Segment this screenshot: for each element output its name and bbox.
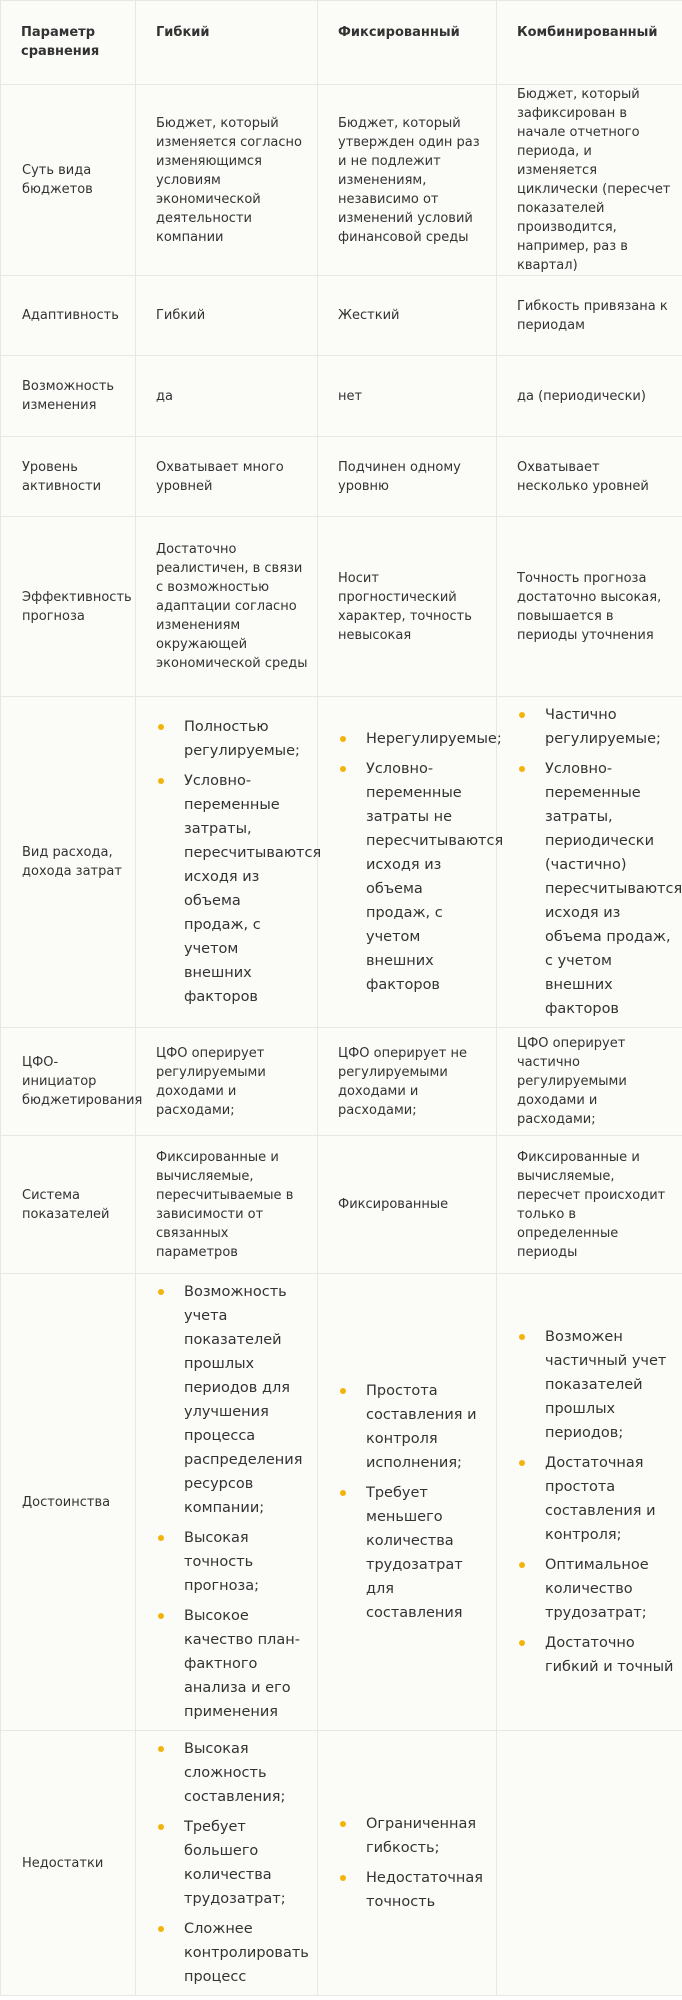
- header-cell-param: Параметр сравнения: [1, 1, 136, 85]
- bullet-dot-icon: [340, 1388, 346, 1394]
- bullet-dot-icon: [158, 724, 164, 730]
- table-row: [1, 1028, 682, 1136]
- bullet-dot-icon: [158, 778, 164, 784]
- bullet-dot-icon: [519, 712, 525, 718]
- table-row: [1, 517, 682, 697]
- bullet-list: [338, 1812, 488, 1914]
- list-item: [156, 1526, 309, 1598]
- list-item: [338, 1481, 488, 1625]
- list-item: [156, 1737, 309, 1809]
- header-cell-fixed: Фиксированный: [318, 1, 497, 85]
- table-cell: Охватывает много уровней: [136, 437, 318, 517]
- bullet-dot-icon: [519, 1562, 525, 1568]
- bullet-dot-icon: [340, 766, 346, 772]
- list-item-text: Полностью регулируемые;: [184, 719, 300, 759]
- table-cell: [318, 1731, 497, 1996]
- param-cell: Эффективность прогноза: [1, 517, 136, 697]
- list-item-text: Высокая точность прогноза;: [184, 1530, 260, 1594]
- list-item-text: Сложнее контролировать процесс: [184, 1921, 309, 1985]
- table-cell: [318, 1274, 497, 1731]
- table-row: [1, 1274, 682, 1731]
- list-item-text: Простота составления и контроля исполнения;: [366, 1383, 477, 1471]
- table-cell: Гибкий: [136, 276, 318, 356]
- list-item: [156, 1917, 309, 1989]
- bullet-dot-icon: [158, 1535, 164, 1541]
- list-item-text: Возможен частичный учет показателей прошлых периодов;: [545, 1329, 667, 1441]
- table-cell: Охватывает несколько уровней: [497, 437, 682, 517]
- table-cell: Фиксированные и вычисляемые, пересчет происходит только в определенные периоды: [497, 1136, 682, 1274]
- table-cell: Носит прогностический характер, точность невысокая: [318, 517, 497, 697]
- list-item-text: Достаточная простота составления и контроля;: [545, 1455, 656, 1543]
- list-item-text: Требует меньшего количества трудозатрат для составления: [366, 1485, 463, 1621]
- param-cell: Вид расхода, дохода затрат: [1, 697, 136, 1028]
- bullet-list: [156, 1737, 309, 1989]
- table-cell: Достаточно реалистичен, в связи с возможностью адаптации согласно изменениям окружающей экономической среды: [136, 517, 318, 697]
- table-row: [1, 1731, 682, 1996]
- list-item: [517, 757, 682, 1021]
- table-row: [1, 276, 682, 356]
- bullet-list: [338, 727, 504, 997]
- bullet-dot-icon: [340, 1490, 346, 1496]
- bullet-dot-icon: [158, 1746, 164, 1752]
- bullet-dot-icon: [519, 766, 525, 772]
- bullet-dot-icon: [519, 1460, 525, 1466]
- bullet-dot-icon: [519, 1334, 525, 1340]
- bullet-dot-icon: [158, 1289, 164, 1295]
- list-item: [517, 1553, 674, 1625]
- list-item: [156, 715, 309, 763]
- list-item: [517, 1631, 674, 1679]
- list-item-text: Оптимальное количество трудозатрат;: [545, 1557, 649, 1621]
- table-cell: [497, 1731, 682, 1996]
- list-item-text: Высокая сложность составления;: [184, 1741, 286, 1805]
- list-item: [156, 769, 322, 1009]
- param-cell: Суть вида бюджетов: [1, 85, 136, 276]
- bullet-dot-icon: [158, 1926, 164, 1932]
- header-cell-combined: Комбинированный: [497, 1, 682, 85]
- list-item-text: Недостаточная точность: [366, 1870, 483, 1910]
- bullet-list: [517, 703, 682, 1021]
- bullet-dot-icon: [340, 1875, 346, 1881]
- bullet-dot-icon: [158, 1824, 164, 1830]
- table-cell: Фиксированные и вычисляемые, пересчитываемые в зависимости от связанных параметров: [136, 1136, 318, 1274]
- list-item: [156, 1815, 309, 1911]
- list-item: [338, 757, 504, 997]
- bullet-dot-icon: [519, 1640, 525, 1646]
- list-item-text: Возможность учета показателей прошлых периодов для улучшения процесса распределения ресурсов компании;: [184, 1284, 303, 1516]
- list-item-text: Высокое качество план-фактного анализа и его применения: [184, 1608, 300, 1720]
- table-cell: Гибкость привязана к периодам: [497, 276, 682, 356]
- param-cell: Адаптивность: [1, 276, 136, 356]
- table-cell: [136, 697, 322, 1028]
- table-cell: Бюджет, который зафиксирован в начале отчетного периода, и изменяется циклически (пересчет показателей производится, например, раз в квартал): [497, 85, 682, 276]
- bullet-list: [156, 1280, 309, 1724]
- table-cell: да: [136, 356, 318, 437]
- table-cell: Бюджет, который изменяется согласно изменяющимся условиям экономической деятельности компании: [136, 85, 318, 276]
- table-cell: [497, 697, 682, 1028]
- bullet-list: [156, 715, 322, 1009]
- table-cell: Фиксированные: [318, 1136, 497, 1274]
- bullet-dot-icon: [340, 1821, 346, 1827]
- bullet-list: [517, 1325, 674, 1679]
- table-row: [1, 697, 682, 1028]
- list-item: [338, 1812, 488, 1860]
- param-cell: Уровень активности: [1, 437, 136, 517]
- table-cell: Подчинен одному уровню: [318, 437, 497, 517]
- param-cell: Недостатки: [1, 1731, 136, 1996]
- table-cell: [318, 697, 504, 1028]
- list-item-text: Условно-переменные затраты не пересчитываются исходя из объема продаж, с учетом внешних факторов: [366, 761, 504, 993]
- param-cell: ЦФО-инициатор бюджетирования: [1, 1028, 136, 1136]
- list-item: [156, 1280, 309, 1520]
- list-item: [156, 1604, 309, 1724]
- list-item: [517, 703, 674, 751]
- list-item-text: Нерегулируемые;: [366, 731, 502, 747]
- list-item-text: Достаточно гибкий и точный: [545, 1635, 674, 1675]
- table-row: [1, 85, 682, 276]
- param-cell: Система показателей: [1, 1136, 136, 1274]
- param-cell: Достоинства: [1, 1274, 136, 1731]
- list-item-text: Условно-переменные затраты, пересчитываются исходя из объема продаж, с учетом внешних факторов: [184, 773, 322, 1005]
- bullet-list: [338, 1379, 488, 1625]
- table-cell: ЦФО оперирует не регулируемыми доходами и расходами;: [318, 1028, 497, 1136]
- list-item-text: Условно-переменные затраты, периодически (частично) пересчитываются исходя из объема продаж, с учетом внешних факторов: [545, 761, 682, 1017]
- table-cell: нет: [318, 356, 497, 437]
- bullet-dot-icon: [340, 736, 346, 742]
- table-row: [1, 1136, 682, 1274]
- list-item-text: Требует большего количества трудозатрат;: [184, 1819, 286, 1907]
- table-cell: [497, 1274, 682, 1731]
- table-cell: Точность прогноза достаточно высокая, повышается в периоды уточнения: [497, 517, 682, 697]
- table-row: [1, 356, 682, 437]
- header-cell-flexible: Гибкий: [136, 1, 318, 85]
- param-cell: Возможность изменения: [1, 356, 136, 437]
- list-item: [338, 1379, 488, 1475]
- list-item: [338, 1866, 488, 1914]
- table-cell: Бюджет, который утвержден один раз и не подлежит изменениям, независимо от изменений условий финансовой среды: [318, 85, 497, 276]
- table-cell: [136, 1274, 318, 1731]
- table-cell: [136, 1731, 318, 1996]
- bullet-dot-icon: [158, 1613, 164, 1619]
- list-item-text: Ограниченная гибкость;: [366, 1816, 477, 1856]
- table-cell: Жесткий: [318, 276, 497, 356]
- list-item: [517, 1451, 674, 1547]
- header-row: [1, 1, 682, 85]
- table-cell: ЦФО оперирует частично регулируемыми доходами и расходами;: [497, 1028, 682, 1136]
- table-cell: ЦФО оперирует регулируемыми доходами и расходами;: [136, 1028, 318, 1136]
- table-cell: да (периодически): [497, 356, 682, 437]
- list-item: [517, 1325, 674, 1445]
- list-item-text: Частично регулируемые;: [545, 707, 661, 747]
- table-row: [1, 437, 682, 517]
- list-item: [338, 727, 502, 751]
